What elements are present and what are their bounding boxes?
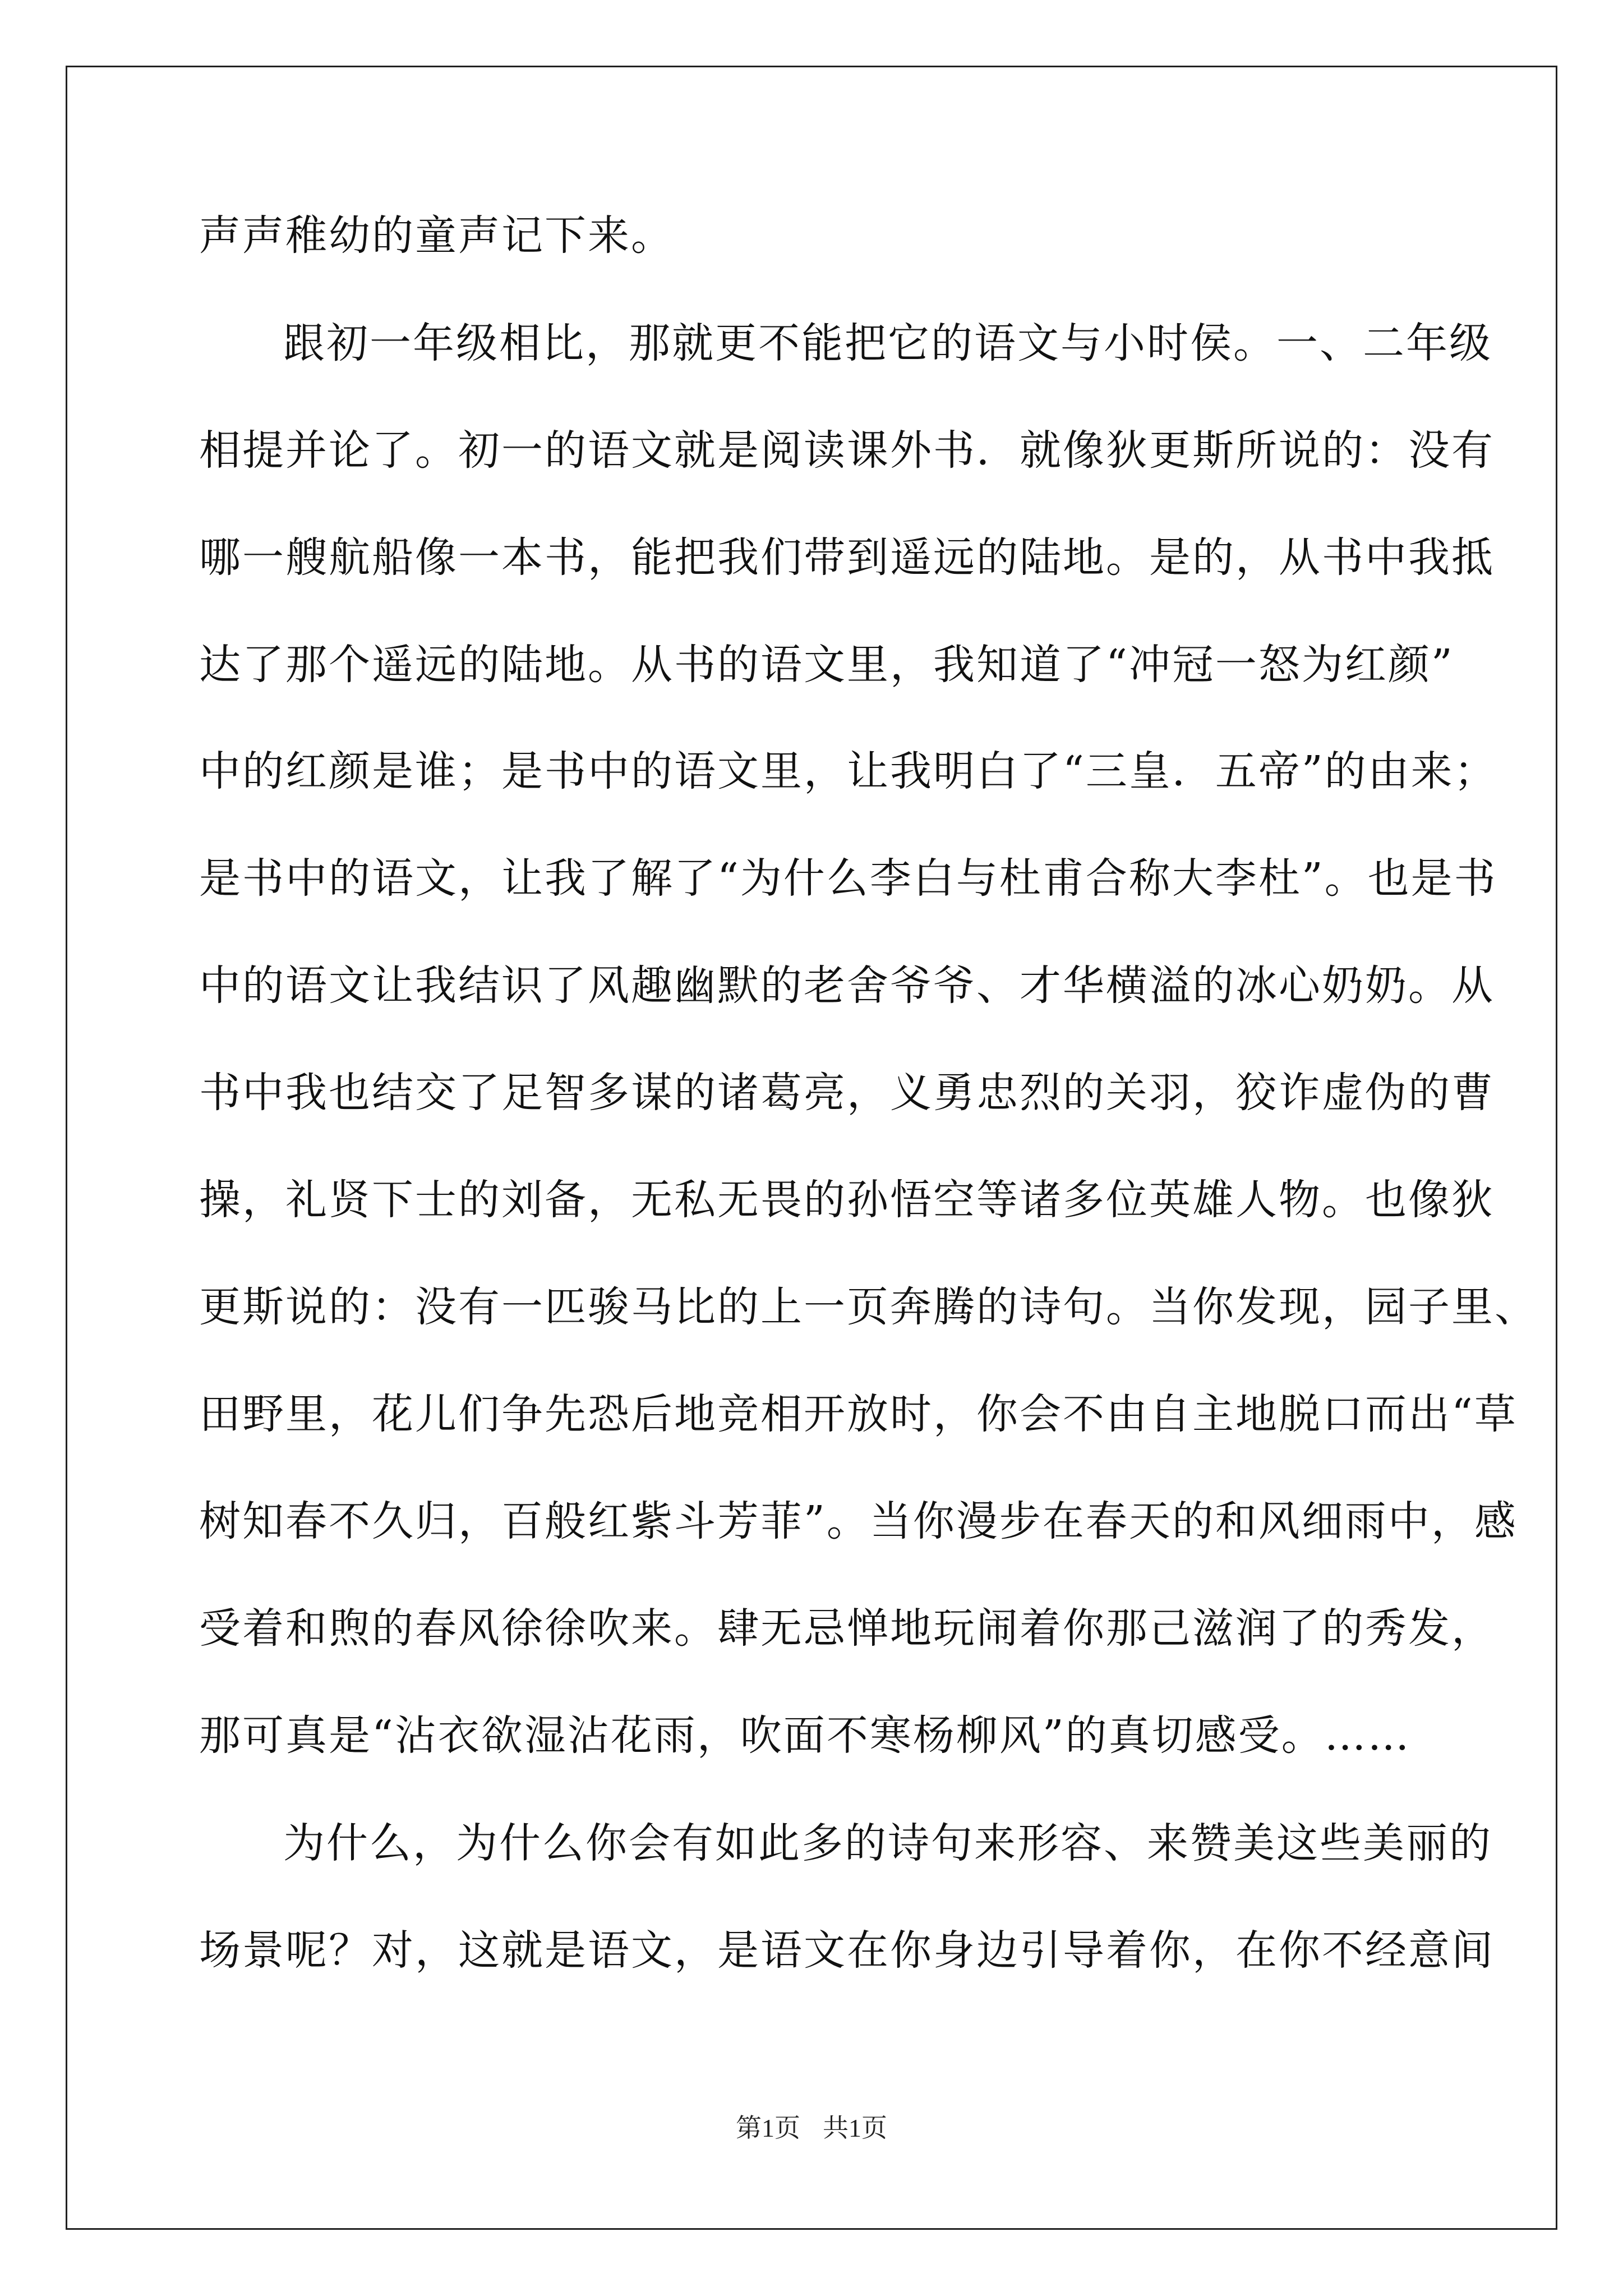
text-line: 相提并论了。初一的语文就是阅读课外书．就像狄更斯所说的：没有 bbox=[199, 426, 1495, 475]
text-line: 中的红颜是谁；是书中的语文里，让我明白了“三皇．五帝”的由来； bbox=[199, 747, 1497, 795]
text-line: 哪一艘航船像一本书，能把我们带到遥远的陆地。是的，从书中我抵 bbox=[199, 533, 1495, 582]
text-line: 那可真是“沾衣欲湿沾花雨，吹面不寒杨柳风”的真切感受。…… bbox=[199, 1711, 1411, 1760]
page-footer bbox=[0, 2113, 1623, 2144]
text-line: 操，礼贤下士的刘备，无私无畏的孙悟空等诸多位英雄人物。也像狄 bbox=[199, 1176, 1495, 1224]
paragraph-first-line: 为什么，为什么你会有如此多的诗句来形容、来赞美这些美丽的 bbox=[283, 1819, 1492, 1867]
text-line: 更斯说的：没有一匹骏马比的上一页奔腾的诗句。当你发现，园子里、 bbox=[199, 1283, 1538, 1331]
text-line: 受着和煦的春风徐徐吹来。肆无忌惮地玩闹着你那己滋润了的秀发， bbox=[199, 1604, 1495, 1653]
text-line: 达了那个遥远的陆地。从书的语文里，我知道了“冲冠一怒为红颜” bbox=[199, 641, 1454, 689]
text-line: 场景呢？对，这就是语文，是语文在你身边引导着你，在你不经意间 bbox=[199, 1926, 1495, 1975]
text-line: 田野里，花儿们争先恐后地竞相开放时，你会不由自主地脱口而出“草 bbox=[199, 1390, 1518, 1438]
text-line: 是书中的语文，让我了解了“为什么李白与杜甫合称大李杜”。也是书 bbox=[199, 854, 1497, 903]
page-number: 第1页 bbox=[736, 2114, 800, 2142]
page-total: 共1页 bbox=[823, 2114, 887, 2142]
text-line: 中的语文让我结识了风趣幽默的老舍爷爷、才华横溢的冰心奶奶。从 bbox=[199, 961, 1495, 1010]
text-line: 树知春不久归，百般红紫斗芳菲”。当你漫步在春天的和风细雨中，感 bbox=[199, 1497, 1518, 1545]
text-line: 声声稚幼的童声记下来。 bbox=[199, 211, 674, 260]
page-border bbox=[66, 66, 1557, 2230]
text-line: 书中我也结交了足智多谋的诸葛亮，义勇忠烈的关羽，狡诈虚伪的曹 bbox=[199, 1069, 1495, 1117]
paragraph-first-line: 跟初一年级相比，那就更不能把它的语文与小时侯。一、二年级 bbox=[283, 319, 1492, 367]
